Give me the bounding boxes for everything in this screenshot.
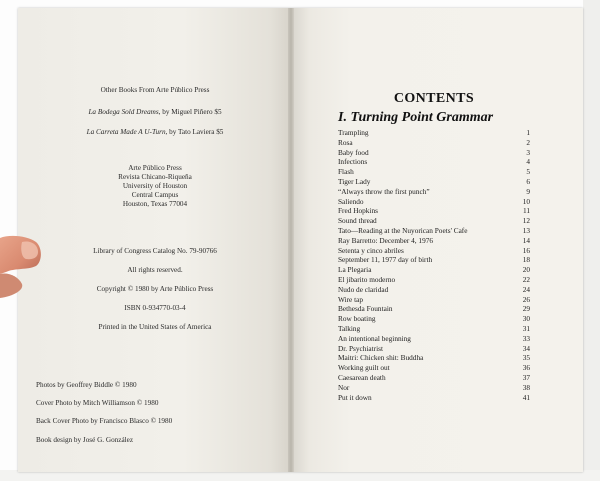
toc-entry-title: Sound thread bbox=[338, 216, 377, 226]
toc-entry-title: Ray Barretto: December 4, 1976 bbox=[338, 235, 434, 245]
toc-entry bbox=[338, 285, 530, 295]
toc-entry-title: “Always throw the first punch” bbox=[338, 186, 430, 196]
toc-entry bbox=[338, 334, 530, 344]
toc-entry-page: 14 bbox=[522, 235, 530, 245]
toc-entry bbox=[338, 383, 530, 393]
rights-notice: All rights reserved. bbox=[127, 266, 183, 274]
toc-entry-title: Row boating bbox=[338, 314, 376, 324]
toc-entry-title: Talking bbox=[338, 323, 361, 333]
toc-entry bbox=[338, 255, 530, 265]
toc-entry-title: Rosa bbox=[338, 137, 353, 147]
toc-entry-title: September 11, 1977 day of birth bbox=[338, 255, 433, 265]
toc-entry-title: Maitri: Chicken shit: Buddha bbox=[338, 353, 424, 363]
book-entry: La Carreta Made A U-Turn, by Tato Laviera $5 bbox=[86, 128, 224, 136]
address-line: Revista Chicano-Riqueña bbox=[118, 173, 192, 181]
photo-credit: Cover Photo by Mitch Williamson © 1980 bbox=[36, 399, 159, 407]
toc-entry-page: 1 bbox=[526, 128, 530, 137]
toc-entry-title: Bethesda Fountain bbox=[338, 304, 393, 314]
toc-entry-title: An intentional beginning bbox=[338, 333, 411, 343]
catalog-number: Library of Congress Catalog No. 79-90766 bbox=[93, 247, 217, 255]
toc-entry-page: 35 bbox=[522, 353, 530, 363]
toc-entry-page: 4 bbox=[526, 157, 530, 167]
toc-entry-title: Working guilt out bbox=[338, 363, 390, 373]
toc-entry-page: 26 bbox=[522, 294, 530, 304]
toc-entry-page: 34 bbox=[522, 343, 530, 353]
toc-entry bbox=[338, 177, 530, 187]
toc-entry bbox=[338, 265, 530, 275]
toc-entry-title: Saliendo bbox=[338, 196, 364, 206]
toc-entry bbox=[338, 393, 530, 403]
toc-entry-page: 38 bbox=[522, 382, 530, 392]
address-line: University of Houston bbox=[122, 182, 188, 190]
section-title: I. Turning Point Grammar bbox=[338, 110, 494, 125]
toc-entry-title: Dr. Psychiatrist bbox=[338, 343, 383, 353]
toc-entry-page: 24 bbox=[522, 284, 530, 294]
toc-entry-page: 12 bbox=[522, 216, 530, 226]
toc-entry-title: Trampling bbox=[338, 128, 369, 137]
table-of-contents bbox=[338, 128, 530, 402]
isbn: ISBN 0-934770-03-4 bbox=[124, 304, 186, 312]
address-line: Arte Público Press bbox=[128, 164, 182, 172]
toc-entry bbox=[338, 324, 530, 334]
toc-entry-page: 31 bbox=[522, 323, 530, 333]
toc-entry-title: El jibarito moderno bbox=[338, 274, 396, 284]
toc-entry bbox=[338, 373, 530, 383]
toc-entry-page: 22 bbox=[522, 274, 530, 284]
toc-entry bbox=[338, 206, 530, 216]
photo-credit: Photos by Geoffrey Biddle © 1980 bbox=[36, 381, 137, 389]
toc-entry bbox=[338, 128, 530, 138]
toc-entry-title: La Plegaria bbox=[338, 265, 372, 275]
background-surface bbox=[583, 0, 600, 481]
toc-entry bbox=[338, 304, 530, 314]
toc-entry-title: Caesarean death bbox=[338, 372, 386, 382]
toc-entry bbox=[338, 344, 530, 354]
printed-notice: Printed in the United States of America bbox=[98, 323, 212, 331]
copyright-notice: Copyright © 1980 by Arte Público Press bbox=[96, 285, 214, 293]
toc-entry bbox=[338, 275, 530, 285]
toc-entry-page: 3 bbox=[526, 147, 530, 157]
toc-entry-page: 18 bbox=[522, 255, 530, 265]
contents-heading: CONTENTS bbox=[393, 91, 475, 106]
toc-entry bbox=[338, 167, 530, 177]
toc-entry bbox=[338, 148, 530, 158]
toc-entry-page: 9 bbox=[526, 186, 530, 196]
toc-entry-title: Infections bbox=[338, 157, 368, 167]
toc-entry-page: 10 bbox=[522, 196, 530, 206]
thumb-image bbox=[0, 232, 44, 298]
address-line: Houston, Texas 77004 bbox=[122, 200, 188, 208]
toc-entry bbox=[338, 295, 530, 305]
book-gutter bbox=[288, 8, 294, 472]
toc-entry-title: Nudo de claridad bbox=[338, 284, 389, 294]
address-line: Central Campus bbox=[131, 191, 179, 199]
toc-entry bbox=[338, 363, 530, 373]
book-entry: La Bodega Sold Dreams, by Miguel Piñero $5 bbox=[88, 108, 222, 116]
toc-entry-page: 5 bbox=[526, 167, 530, 177]
toc-entry bbox=[338, 236, 530, 246]
toc-entry-page: 20 bbox=[522, 265, 530, 275]
toc-entry bbox=[338, 157, 530, 167]
toc-entry-title: Baby food bbox=[338, 147, 369, 157]
photo-credit: Back Cover Photo by Francisco Blasco © 1980 bbox=[36, 417, 173, 425]
toc-entry-title: Flash bbox=[338, 167, 354, 177]
toc-entry bbox=[338, 187, 530, 197]
toc-entry-title: Setenta y cinco abriles bbox=[338, 245, 404, 255]
toc-entry-page: 11 bbox=[522, 206, 530, 216]
toc-entry-title: Tiger Lady bbox=[338, 176, 371, 186]
other-books-header: Other Books From Arte Público Press bbox=[100, 86, 210, 94]
toc-entry-page: 36 bbox=[522, 363, 530, 373]
toc-entry bbox=[338, 314, 530, 324]
toc-entry-page: 41 bbox=[522, 392, 530, 402]
toc-entry bbox=[338, 216, 530, 226]
toc-entry-page: 30 bbox=[522, 314, 530, 324]
toc-entry-page: 2 bbox=[526, 137, 530, 147]
toc-entry-title: Fred Hopkins bbox=[338, 206, 378, 216]
toc-entry-page: 6 bbox=[526, 176, 530, 186]
toc-entry-page: 33 bbox=[522, 333, 530, 343]
toc-entry-title: Nor bbox=[338, 382, 350, 392]
toc-entry bbox=[338, 246, 530, 256]
toc-entry bbox=[338, 226, 530, 236]
toc-entry-page: 29 bbox=[522, 304, 530, 314]
design-credit: Book design by José G. González bbox=[36, 436, 134, 444]
toc-entry-page: 13 bbox=[522, 225, 530, 235]
toc-entry bbox=[338, 138, 530, 148]
toc-entry-title: Wire tap bbox=[338, 294, 364, 304]
toc-entry-page: 16 bbox=[522, 245, 530, 255]
toc-entry bbox=[338, 353, 530, 363]
toc-entry-title: Tato—Reading at the Nuyorican Poets' Cafe bbox=[338, 225, 468, 235]
toc-entry-page: 37 bbox=[522, 372, 530, 382]
toc-entry-title: Put it down bbox=[338, 392, 372, 402]
toc-entry bbox=[338, 197, 530, 207]
